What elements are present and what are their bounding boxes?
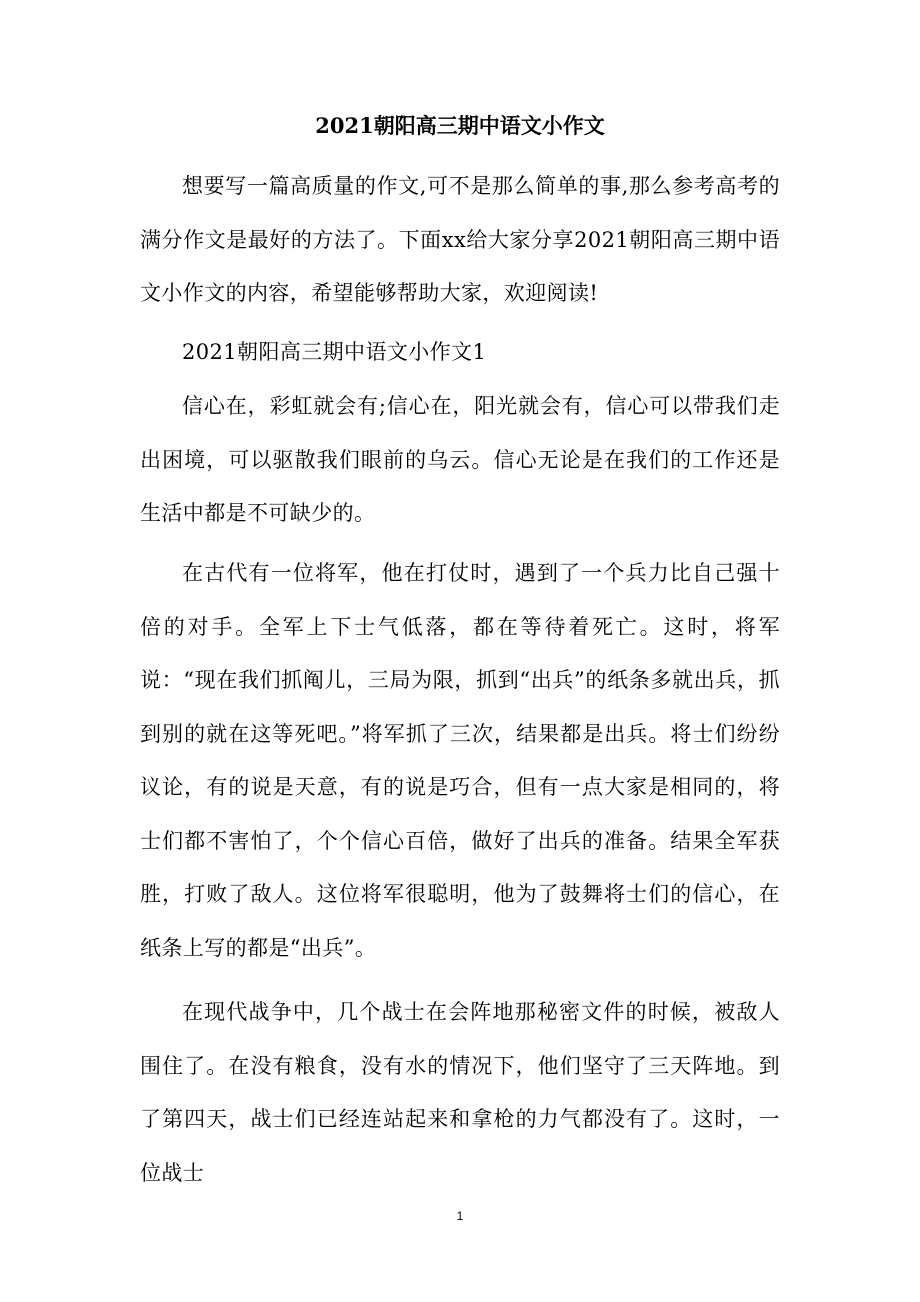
body-paragraph-general-story: 在古代有一位将军，他在打仗时，遇到了一个兵力比自己强十倍的对手。全军上下士气低落，都在等待着死亡。这时，将军说：“现在我们抓阄儿，三局为限，抓到“出兵”的纸条多就出兵，抓到别的就在这等死吧。”将军抓了三次，结果都是出兵。将士们纷纷议论，有的说是天意，有的说是巧合，但有一点大家是相同的，将士们都不害怕了，个个信心百倍，做好了出兵的准备。结果全军获胜，打败了敌人。这位将军很聪明，他为了鼓舞将士们的信心，在纸条上写的都是“出兵”。 (140, 561, 780, 960)
page-title: 2021朝阳高三期中语文小作文 (315, 113, 605, 138)
body-paragraph-modern-war: 在现代战争中，几个战士在会阵地那秘密文件的时候，被敌人围住了。在没有粮食，没有水的情况下，他们坚守了三天阵地。到了第四天，战士们已经连站起来和拿枪的力气都没有了。这时，一位战士 (140, 1000, 780, 1185)
intro-paragraph: 想要写一篇高质量的作文,可不是那么简单的事,那么参考高考的满分作文是最好的方法了。下面xx给大家分享2021朝阳高三期中语文小作文的内容，希望能够帮助大家，欢迎阅读! (140, 174, 780, 305)
section-heading: 2021朝阳高三期中语文小作文1 (182, 340, 487, 364)
body-paragraph-confidence: 信心在，彩虹就会有;信心在，阳光就会有，信心可以带我们走出困境，可以驱散我们眼前的乌云。信心无论是在我们的工作还是生活中都是不可缺少的。 (140, 394, 780, 525)
page-number: 1 (456, 1209, 464, 1223)
